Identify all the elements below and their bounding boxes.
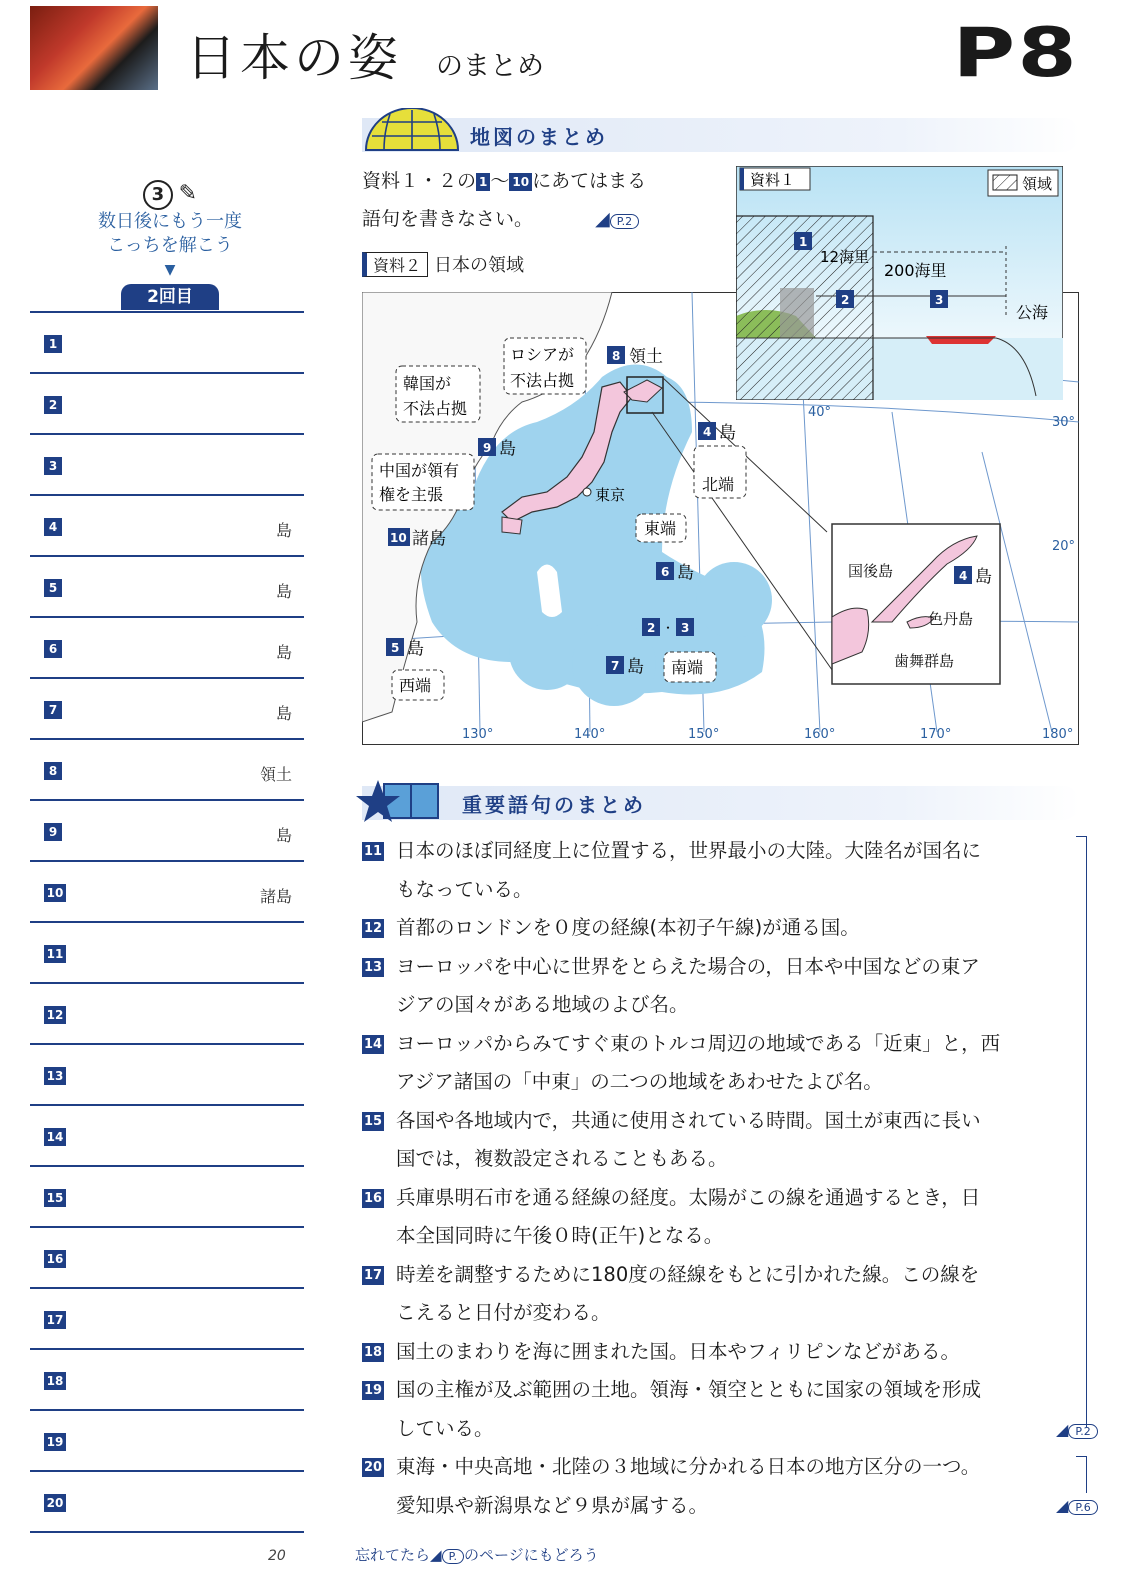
triangle-down-icon: ▼ bbox=[164, 262, 176, 278]
page-title: 日本の姿 bbox=[186, 29, 402, 87]
side-ref-1-label: P.2 bbox=[1068, 1424, 1097, 1439]
answer-number: 10 bbox=[44, 884, 66, 902]
term-line-1: 日本のほぼ同経度上に位置する，世界最小の大陸。大陸名が国名に bbox=[396, 839, 982, 862]
number-badge-10: 10 bbox=[509, 173, 532, 191]
answer-row[interactable] bbox=[30, 1348, 304, 1409]
instr-text-d: 語句を書きなさい。 bbox=[362, 208, 534, 230]
page-subtitle: のまとめ bbox=[436, 51, 544, 82]
bracket-line bbox=[1076, 836, 1087, 1427]
inset-island-label: 島 bbox=[975, 567, 992, 587]
instr-text-c: にあてはまる bbox=[532, 170, 647, 192]
island-4-label: 島 bbox=[719, 423, 736, 443]
islands-10-label: 諸島 bbox=[412, 529, 446, 549]
kyushu bbox=[502, 517, 522, 534]
term-number: 12 bbox=[364, 921, 383, 936]
map-instructions bbox=[362, 162, 702, 241]
term-number: 17 bbox=[364, 1267, 383, 1283]
answer-row[interactable] bbox=[30, 921, 304, 982]
shikotan-label: 色丹島 bbox=[928, 610, 974, 628]
term-line-2: アジア諸国の「中東」の二つの地域をあわせたよび名。 bbox=[396, 1070, 883, 1093]
book-star-icon bbox=[354, 776, 444, 824]
answer-row[interactable] bbox=[30, 1104, 304, 1165]
map-num-2: 2 bbox=[647, 621, 656, 635]
pencil-icon: ✎ bbox=[178, 181, 198, 206]
term-number: 11 bbox=[364, 844, 383, 859]
round-badge: 2回目 bbox=[121, 284, 219, 310]
term-number: 14 bbox=[364, 1036, 383, 1052]
term-item bbox=[362, 909, 1062, 948]
answer-number: 17 bbox=[44, 1311, 66, 1329]
russia-label-2: 不法占拠 bbox=[510, 371, 575, 390]
korea-label-1: 韓国が bbox=[403, 374, 452, 393]
northern-territories-inset bbox=[832, 524, 1000, 684]
answer-number: 15 bbox=[44, 1189, 66, 1207]
nm-200-label: 200海里 bbox=[884, 261, 947, 280]
page-code: P8 bbox=[952, 14, 1079, 93]
answer-row[interactable] bbox=[30, 616, 304, 677]
lat-20: 20° bbox=[1052, 539, 1076, 554]
lat-30: 30° bbox=[1052, 415, 1076, 430]
term-item bbox=[362, 832, 1062, 909]
west-end-label: 西端 bbox=[399, 676, 432, 695]
answer-row[interactable] bbox=[30, 1470, 304, 1533]
island-6-label: 島 bbox=[677, 563, 694, 583]
kunashiri-label: 国後島 bbox=[848, 562, 894, 580]
term-item bbox=[362, 948, 1062, 1025]
lon-170: 170° bbox=[920, 727, 952, 742]
answer-suffix: 島 bbox=[275, 826, 292, 845]
answer-number: 11 bbox=[44, 945, 66, 963]
doc2-heading bbox=[362, 251, 524, 277]
triangle-icon: ◢ bbox=[1056, 1420, 1069, 1439]
dot-separator: ・ bbox=[662, 621, 675, 635]
side-ref-2 bbox=[1056, 1496, 1098, 1515]
term-line-2: している。 bbox=[396, 1416, 494, 1440]
answer-number: 5 bbox=[44, 579, 62, 597]
answer-row[interactable] bbox=[30, 1409, 304, 1470]
east-end-label: 東端 bbox=[644, 519, 677, 538]
term-line-1: 首都のロンドンを０度の経線(本初子午線)が通る国。 bbox=[396, 916, 860, 939]
map-section-title: 地図のまとめ bbox=[470, 125, 608, 149]
instr-text-a: 資料１・２の bbox=[362, 170, 477, 192]
answer-number: 12 bbox=[44, 1006, 66, 1024]
doc1-num-1: 1 bbox=[799, 235, 808, 249]
term-line-2: 国では，複数設定されることもある。 bbox=[396, 1147, 728, 1170]
answer-number: 14 bbox=[44, 1128, 66, 1146]
russia-label-1: ロシアが bbox=[510, 345, 575, 364]
term-line-1: 東海・中央高地・北陸の３地域に分かれる日本の地方区分の一つ。 bbox=[396, 1455, 981, 1478]
territory-diagram bbox=[736, 166, 1063, 400]
side-ref-1 bbox=[1056, 1420, 1098, 1439]
term-number: 16 bbox=[364, 1190, 383, 1206]
answer-row[interactable] bbox=[30, 982, 304, 1043]
terms-list bbox=[362, 832, 1062, 1525]
doc2-tag: 資料２ bbox=[362, 252, 428, 277]
answer-row[interactable] bbox=[30, 738, 304, 799]
answer-number: 18 bbox=[44, 1372, 66, 1390]
term-item bbox=[362, 1102, 1062, 1179]
answer-number: 20 bbox=[44, 1494, 66, 1512]
answer-suffix: 領土 bbox=[259, 765, 292, 784]
nm-12-label: 12海里 bbox=[820, 248, 870, 266]
map-num-10: 10 bbox=[390, 531, 407, 545]
answer-row[interactable] bbox=[30, 433, 304, 494]
term-line-1: ヨーロッパからみてすぐ東のトルコ周辺の地域である「近東」と，西 bbox=[396, 1031, 1001, 1055]
term-line-1: 兵庫県明石市を通る経線の経度。太陽がこの線を通過するとき，日 bbox=[396, 1185, 981, 1209]
term-number: 20 bbox=[364, 1460, 383, 1475]
term-item bbox=[362, 1448, 1062, 1525]
header-photo bbox=[30, 6, 158, 90]
doc1-tag: 資料１ bbox=[750, 171, 796, 189]
terms-section-title: 重要語句のまとめ bbox=[462, 793, 646, 817]
answer-row[interactable] bbox=[30, 372, 304, 433]
legend-label: 領域 bbox=[1022, 175, 1053, 193]
term-line-1: ヨーロッパを中心に世界をとらえた場合の，日本や中国などの東ア bbox=[396, 954, 980, 978]
page-ref: P.2 bbox=[610, 214, 639, 229]
footer-text-b: のページにもどろう bbox=[463, 1546, 599, 1564]
habomai-label: 歯舞群島 bbox=[894, 652, 955, 670]
island-9-label: 島 bbox=[499, 439, 516, 459]
map-num-3: 3 bbox=[681, 621, 690, 635]
term-line-2: こえると日付が変わる。 bbox=[396, 1301, 611, 1324]
footer-note bbox=[355, 1544, 599, 1565]
review-prompt bbox=[60, 180, 280, 282]
terms-section-header bbox=[362, 786, 1080, 820]
answer-suffix: 諸島 bbox=[259, 887, 292, 906]
triangle-icon: ◢ bbox=[430, 1546, 442, 1564]
term-item bbox=[362, 1025, 1062, 1102]
answer-number: 19 bbox=[44, 1433, 66, 1451]
north-end-label: 北端 bbox=[702, 475, 735, 494]
answer-number: 16 bbox=[44, 1250, 66, 1268]
korea-label-2: 不法占拠 bbox=[403, 399, 468, 418]
answer-number: 1 bbox=[44, 335, 62, 353]
china-label-2: 権を主張 bbox=[379, 485, 444, 504]
answer-row[interactable] bbox=[30, 1226, 304, 1287]
answer-row[interactable] bbox=[30, 494, 304, 555]
map-num-9: 9 bbox=[483, 441, 492, 455]
term-line-1: 各国や各地域内で，共通に使用されている時間。国土が東西に長い bbox=[396, 1108, 981, 1132]
page-number: 20 bbox=[268, 1548, 286, 1564]
map-num-8: 8 bbox=[612, 349, 621, 363]
map-num-6: 6 bbox=[661, 565, 670, 579]
term-number: 13 bbox=[364, 959, 383, 975]
lon-140: 140° bbox=[574, 727, 606, 742]
answer-row[interactable] bbox=[30, 555, 304, 616]
footer-text-a: 忘れてたら bbox=[355, 1546, 431, 1564]
answer-number: 7 bbox=[44, 701, 62, 719]
globe-icon bbox=[362, 108, 462, 152]
answer-row[interactable] bbox=[30, 1165, 304, 1226]
answer-suffix: 島 bbox=[275, 521, 292, 540]
term-number: 15 bbox=[364, 1113, 383, 1129]
answer-number: 2 bbox=[44, 396, 62, 414]
lon-130: 130° bbox=[462, 727, 494, 742]
high-seas-label: 公海 bbox=[1016, 303, 1049, 322]
answer-number: 8 bbox=[44, 762, 62, 780]
term-item bbox=[362, 1179, 1062, 1256]
term-line-2: 本全国同時に午後０時(正午)となる。 bbox=[396, 1224, 724, 1247]
review-line-2: こっちを解こう bbox=[107, 235, 233, 256]
map-num-5: 5 bbox=[391, 641, 400, 655]
lon-150: 150° bbox=[688, 727, 720, 742]
term-number: 18 bbox=[364, 1344, 383, 1360]
map-num-7: 7 bbox=[611, 659, 620, 673]
tokyo-label: 東京 bbox=[595, 486, 626, 504]
term-line-2: もなっている。 bbox=[396, 877, 533, 901]
inset-num-4: 4 bbox=[959, 569, 968, 583]
map-section-header bbox=[362, 118, 1080, 152]
answer-suffix: 島 bbox=[275, 582, 292, 601]
term-line-1: 国の主権が及ぶ範囲の土地。領海・領空とともに国家の領域を形成 bbox=[396, 1378, 982, 1401]
answer-row[interactable] bbox=[30, 677, 304, 738]
step-number: 3 bbox=[143, 180, 173, 210]
answer-sheet bbox=[30, 311, 304, 1533]
south-end-label: 南端 bbox=[671, 658, 704, 677]
term-item bbox=[362, 1333, 1062, 1372]
footer-page-ref: P. bbox=[442, 1549, 464, 1564]
bracket-line-2 bbox=[1076, 1456, 1087, 1493]
tokyo-marker bbox=[583, 488, 591, 496]
lat-40: 40° bbox=[808, 405, 832, 420]
answer-number: 3 bbox=[44, 457, 62, 475]
answer-number: 4 bbox=[44, 518, 62, 536]
term-line-2: 愛知県や新潟県など９県が属する。 bbox=[396, 1493, 709, 1517]
island-7-label: 島 bbox=[627, 657, 644, 677]
answer-row[interactable] bbox=[30, 799, 304, 860]
term-item bbox=[362, 1371, 1062, 1448]
triangle-icon: ◢ bbox=[595, 208, 610, 230]
doc1-num-2: 2 bbox=[841, 293, 850, 307]
number-badge-1: 1 bbox=[476, 173, 490, 191]
island-5-label: 島 bbox=[407, 639, 424, 659]
answer-row[interactable] bbox=[30, 1287, 304, 1348]
doc1-num-3: 3 bbox=[935, 293, 944, 307]
side-ref-2-label: P.6 bbox=[1068, 1500, 1097, 1515]
territory-label: 領土 bbox=[629, 347, 663, 367]
instr-text-b: 〜 bbox=[490, 170, 510, 192]
answer-row[interactable] bbox=[30, 860, 304, 921]
answer-row[interactable] bbox=[30, 311, 304, 372]
triangle-icon: ◢ bbox=[1056, 1496, 1069, 1515]
answer-row[interactable] bbox=[30, 1043, 304, 1104]
term-line-1: 時差を調整するために180度の経線をもとに引かれた線。この線を bbox=[396, 1262, 980, 1286]
answer-number: 6 bbox=[44, 640, 62, 658]
china-label-1: 中国が領有 bbox=[379, 461, 460, 480]
review-line-1: 数日後にもう一度 bbox=[98, 211, 242, 232]
answer-suffix: 島 bbox=[275, 704, 292, 723]
term-line-2: ジアの国々がある地域のよび名。 bbox=[396, 993, 689, 1016]
lon-160: 160° bbox=[804, 727, 836, 742]
term-line-1: 国土のまわりを海に囲まれた国。日本やフィリピンなどがある。 bbox=[396, 1339, 960, 1363]
answer-number: 13 bbox=[44, 1067, 66, 1085]
term-item bbox=[362, 1256, 1062, 1333]
doc2-title: 日本の領域 bbox=[434, 255, 525, 276]
lon-180: 180° bbox=[1042, 727, 1074, 742]
term-number: 19 bbox=[364, 1383, 383, 1398]
answer-number: 9 bbox=[44, 823, 62, 841]
answer-suffix: 島 bbox=[275, 643, 292, 662]
map-num-4: 4 bbox=[703, 425, 712, 439]
